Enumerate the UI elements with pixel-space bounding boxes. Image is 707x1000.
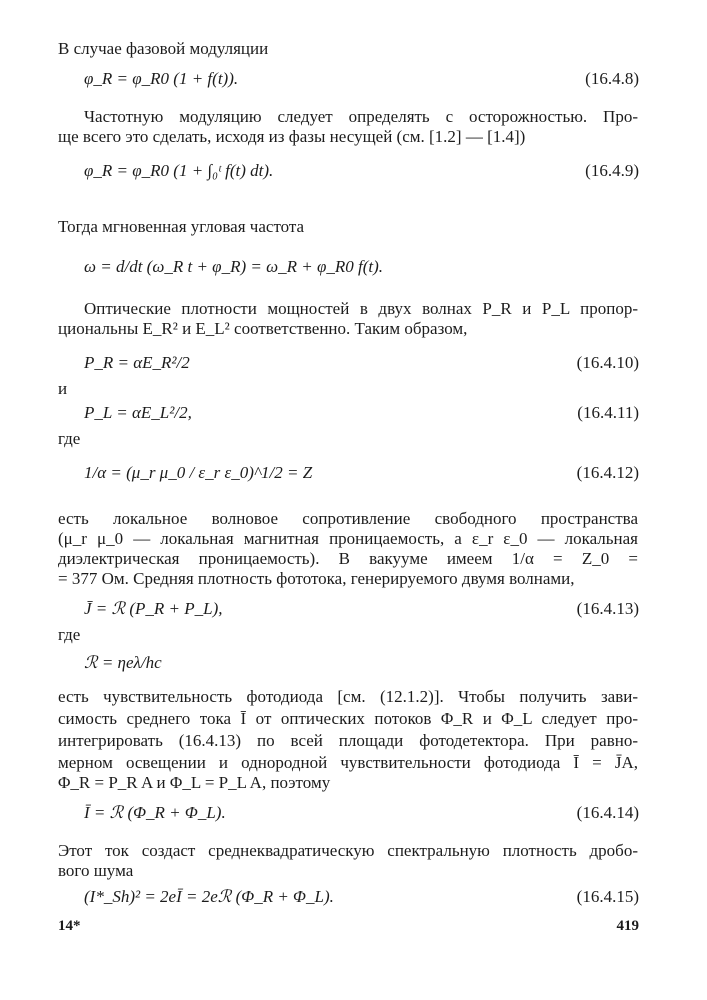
equation-number: (16.4.10) — [576, 353, 639, 372]
equation-16-4-12: 1/α = (μ_r μ_0 / ε_r ε_0)^1/2 = Z — [84, 463, 313, 482]
text-line: есть чувствительность фотодиода [см. (12.1.2)]. Чтобы получить зави- — [58, 687, 638, 706]
text-line: вого шума — [58, 861, 134, 880]
signature-mark: 14* — [58, 918, 81, 934]
equation-16-4-13: J̄ = ℛ (P_R + P_L), — [84, 599, 223, 618]
text-line: есть локальное волновое сопротивление свободного пространства — [58, 509, 638, 528]
equation-number: (16.4.11) — [577, 403, 639, 422]
text-line: Φ_R = P_R A и Φ_L = P_L A, поэтому — [58, 773, 331, 792]
text-line: циональны E_R² и E_L² соответственно. Таким образом, — [58, 319, 468, 338]
equation-number: (16.4.8) — [585, 69, 639, 88]
text-line: Частотную модуляцию следует определять с осторожностью. Про- — [84, 107, 638, 126]
equation-16-4-14: Ī = ℛ (Φ_R + Φ_L). — [84, 803, 226, 822]
equation-16-4-11: P_L = αE_L²/2, — [84, 403, 192, 422]
text-line: Оптические плотности мощностей в двух волнах P_R и P_L пропор- — [84, 299, 638, 318]
equation-16-4-15: (I*_Sh)² = 2eĪ = 2eℛ (Φ_R + Φ_L). — [84, 887, 334, 906]
text-line: и — [58, 379, 68, 398]
equation-number: (16.4.14) — [576, 803, 639, 822]
text-line: где — [58, 625, 81, 644]
equation-number: (16.4.9) — [585, 161, 639, 180]
text-line: мерном освещении и однородной чувствительности фотодиода Ī = J̄A, — [58, 753, 638, 772]
equation-number: (16.4.13) — [576, 599, 639, 618]
equation-16-4-8: φ_R = φ_R0 (1 + f(t)). — [84, 69, 239, 88]
equation-number: (16.4.15) — [576, 887, 639, 906]
text-line: Тогда мгновенная угловая частота — [58, 217, 305, 236]
equation-16-4-10: P_R = αE_R²/2 — [84, 353, 190, 372]
text-line: интегрировать (16.4.13) по всей площади фотодетектора. При равно- — [58, 731, 638, 750]
equation-number: (16.4.12) — [576, 463, 639, 482]
text-line: ще всего это сделать, исходя из фазы несущей (см. [1.2] — [1.4]) — [58, 127, 526, 146]
text-line: (μ_r μ_0 — локальная магнитная проницаемость, а ε_r ε_0 — локальная — [58, 529, 638, 548]
text-line: = 377 Ом. Средняя плотность фототока, генерируемого двумя волнами, — [58, 569, 575, 588]
equation-omega: ω = d/dt (ω_R t + φ_R) = ω_R + φ_R0 f(t). — [84, 257, 384, 276]
text-line: диэлектрическая проницаемость). В вакууме имеем 1/α = Z_0 = — [58, 549, 638, 568]
equation-responsivity: ℛ = ηeλ/hc — [84, 653, 162, 672]
equation-16-4-9: φ_R = φ_R0 (1 + ∫₀ᵗ f(t) dt). — [84, 161, 274, 180]
text-line: В случае фазовой модуляции — [58, 39, 269, 58]
text-line: симость среднего тока Ī от оптических потоков Φ_R и Φ_L следует про- — [58, 709, 638, 728]
page-number: 419 — [616, 918, 639, 934]
text-line: Этот ток создаст среднеквадратическую спектральную плотность дробо- — [58, 841, 638, 860]
text-line: где — [58, 429, 81, 448]
